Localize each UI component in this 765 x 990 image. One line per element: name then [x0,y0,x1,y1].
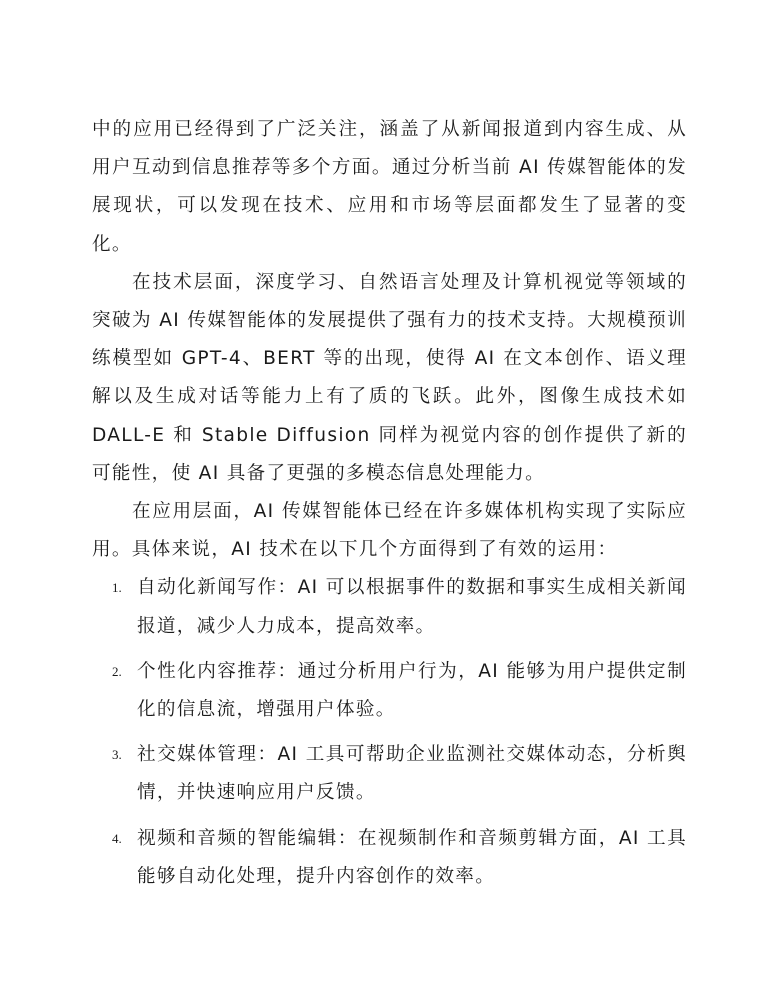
list-item-text: 视频和音频的智能编辑：在视频制作和音频剪辑方面，AI 工具能够自动化处理，提升内容创作的效率。 [137,827,687,887]
list-item [92,820,687,896]
list-item-number: 4. [112,830,122,846]
list-item-number: 1. [112,580,122,596]
list-item [92,736,687,812]
paragraph-intro-continuation: 中的应用已经得到了广泛关注，涵盖了从新闻报道到内容生成、从用户互动到信息推荐等多个方面。通过分析当前 AI 传媒智能体的发展现状，可以发现在技术、应用和市场等层面都发生了显著的变化。 [92,119,687,255]
list-item [92,653,687,729]
list-item-text: 自动化新闻写作：AI 可以根据事件的数据和事实生成相关新闻报道，减少人力成本，提高效率。 [137,577,687,637]
paragraph-technology-level: 在技术层面，深度学习、自然语言处理及计算机视觉等领域的突破为 AI 传媒智能体的发展提供了强有力的技术支持。大规模预训练模型如 GPT-4、BERT 等的出现，使得 AI 在文本创作、语义理解以及生成对话等能力上有了质的飞跃。此外，图像生成技术如 DALL-E 和 Stable Diffusion 同样为视觉内容的创作提供了新的可能性，使 AI 具备了更强的多模态信息处理能力。 [92,271,687,484]
list-item-text: 个性化内容推荐：通过分析用户行为，AI 能够为用户提供定制化的信息流，增强用户体验。 [137,660,687,721]
paragraph-application-level: 在应用层面，AI 传媒智能体已经在许多媒体机构实现了实际应用。具体来说，AI 技术在以下几个方面得到了有效的运用： [92,501,687,561]
document-body [92,111,687,903]
application-list [92,569,687,896]
list-item-text: 社交媒体管理：AI 工具可帮助企业监测社交媒体动态，分析舆情，并快速响应用户反馈。 [137,744,687,804]
list-item-number: 3. [112,747,122,763]
list-item [92,569,687,645]
list-item-number: 2. [112,663,122,679]
